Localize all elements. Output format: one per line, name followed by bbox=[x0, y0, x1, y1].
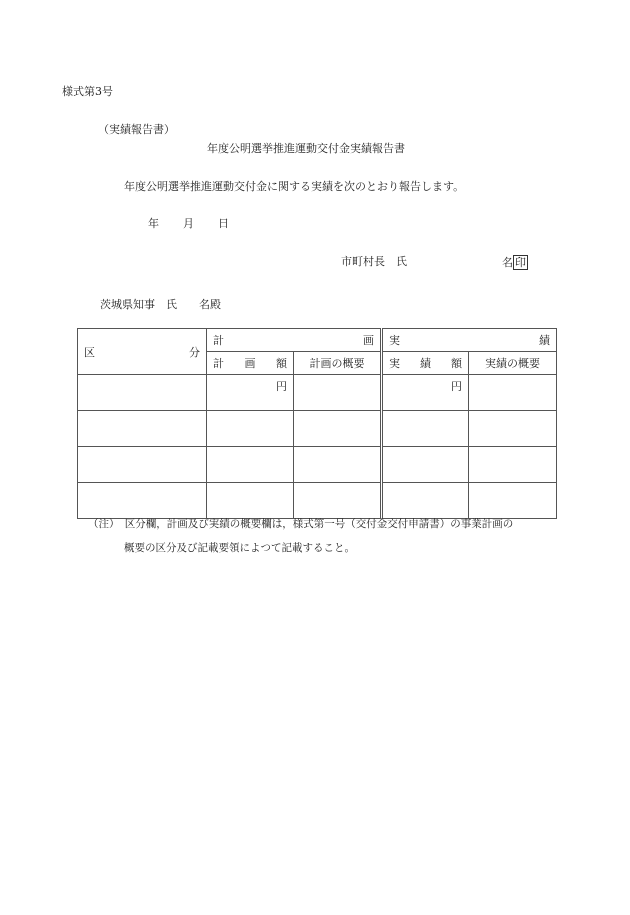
cell-result-summary[interactable] bbox=[469, 411, 557, 447]
sender-name bbox=[502, 255, 528, 270]
cell-category[interactable] bbox=[78, 447, 207, 483]
year-label: 年 bbox=[148, 217, 159, 230]
table-row bbox=[78, 447, 557, 483]
cell-plan-amount[interactable] bbox=[207, 447, 294, 483]
cell-category[interactable] bbox=[78, 411, 207, 447]
day-label: 日 bbox=[218, 217, 229, 230]
header-result: 実 績 bbox=[382, 329, 557, 352]
cell-category[interactable] bbox=[78, 375, 207, 411]
header-category: 区 分 bbox=[78, 329, 207, 375]
document-title: 年度公明選挙推進運動交付金実績報告書 bbox=[207, 142, 405, 155]
cell-result-amount[interactable] bbox=[382, 483, 469, 519]
name-label: 名 bbox=[502, 256, 513, 269]
cell-result-summary[interactable] bbox=[469, 483, 557, 519]
header-plan-summary: 計画の概要 bbox=[294, 352, 382, 375]
table-row bbox=[78, 483, 557, 519]
body-text: 年度公明選挙推進運動交付金に関する実績を次のとおり報告します。 bbox=[124, 180, 465, 193]
cell-plan-summary[interactable] bbox=[294, 483, 382, 519]
recipient: 茨城県知事 氏 名殿 bbox=[100, 298, 221, 311]
header-plan: 計 画 bbox=[207, 329, 382, 352]
cell-result-amount[interactable] bbox=[382, 411, 469, 447]
table-row bbox=[78, 411, 557, 447]
header-result-summary: 実績の概要 bbox=[469, 352, 557, 375]
cell-plan-amount[interactable] bbox=[207, 483, 294, 519]
table-row bbox=[78, 375, 557, 411]
cell-result-summary[interactable] bbox=[469, 375, 557, 411]
note-line-1: （注） 区分欄，計画及び実績の概要欄は，様式第一号（交付金交付申請書）の事業計画の bbox=[88, 518, 514, 530]
seal-mark: 印 bbox=[515, 256, 526, 269]
cell-plan-summary[interactable] bbox=[294, 411, 382, 447]
cell-result-summary[interactable] bbox=[469, 447, 557, 483]
header-result-amount: 実 績 額 bbox=[382, 352, 469, 375]
form-number: 様式第3号 bbox=[62, 85, 113, 98]
date-line bbox=[148, 217, 229, 231]
cell-result-amount[interactable] bbox=[382, 447, 469, 483]
note-line-2: 概要の区分及び記載要領によつて記載すること。 bbox=[124, 542, 355, 554]
cell-plan-summary[interactable] bbox=[294, 375, 382, 411]
cell-plan-summary[interactable] bbox=[294, 447, 382, 483]
cell-plan-amount[interactable] bbox=[207, 411, 294, 447]
header-plan-amount: 計 画 額 bbox=[207, 352, 294, 375]
sender-label: 市町村長 氏 bbox=[341, 255, 407, 268]
month-label: 月 bbox=[183, 217, 194, 230]
cell-result-amount[interactable]: 円 bbox=[382, 375, 469, 411]
cell-category[interactable] bbox=[78, 483, 207, 519]
report-table bbox=[77, 328, 557, 519]
document-type: （実績報告書） bbox=[98, 123, 175, 136]
cell-plan-amount[interactable]: 円 bbox=[207, 375, 294, 411]
